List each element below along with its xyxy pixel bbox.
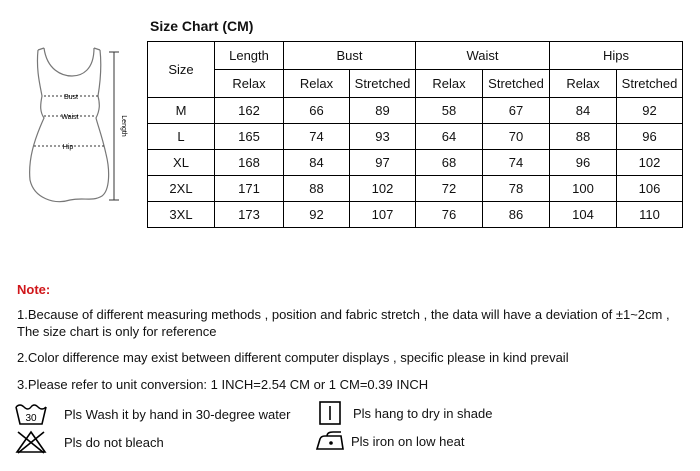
iron-instruction: Pls iron on low heat (351, 433, 465, 449)
table-cell: 107 (350, 202, 416, 228)
care-wash (14, 401, 290, 427)
table-cell: 92 (284, 202, 350, 228)
table-subheader-row (148, 70, 683, 98)
subheader-cell: Stretched (617, 70, 683, 98)
note-1-line-2: The size chart is only for reference (17, 324, 217, 339)
table-cell: 165 (215, 124, 284, 150)
hips-header-cell: Hips (550, 42, 683, 70)
table-cell: 2XL (148, 176, 215, 202)
subheader-cell: Relax (550, 70, 617, 98)
care-hang (319, 401, 492, 425)
size-header-cell: Size (148, 42, 215, 98)
table-cell: 173 (215, 202, 284, 228)
table-cell: 110 (617, 202, 683, 228)
table-cell: 70 (483, 124, 550, 150)
table-cell: M (148, 98, 215, 124)
table-cell: 168 (215, 150, 284, 176)
table-cell: 102 (350, 176, 416, 202)
table-row (148, 150, 683, 176)
table-cell: 102 (617, 150, 683, 176)
wash-temp-label: 30 (25, 413, 37, 424)
subheader-cell: Stretched (350, 70, 416, 98)
table-cell: 89 (350, 98, 416, 124)
table-cell: 88 (284, 176, 350, 202)
table-cell: 104 (550, 202, 617, 228)
iron-low-heat-icon (315, 430, 345, 452)
hang-instruction: Pls hang to dry in shade (353, 405, 493, 421)
subheader-cell: Relax (284, 70, 350, 98)
table-cell: 88 (550, 124, 617, 150)
hang-dry-shade-icon (319, 401, 341, 425)
table-cell: 92 (617, 98, 683, 124)
size-chart-title: Size Chart (CM) (150, 18, 254, 34)
garment-measurement-figure (14, 40, 132, 222)
bleach-instruction: Pls do not bleach (64, 434, 164, 450)
table-cell: 86 (483, 202, 550, 228)
table-row (148, 124, 683, 150)
table-cell: 100 (550, 176, 617, 202)
no-bleach-icon (14, 430, 48, 454)
table-cell: L (148, 124, 215, 150)
note-1-line-1: 1.Because of different measuring methods , position and fabric stretch , the data will have a deviation of ±1~2cm , (17, 307, 670, 322)
table-cell: 68 (416, 150, 483, 176)
table-header-row (148, 42, 683, 70)
table-row (148, 202, 683, 228)
table-cell: 58 (416, 98, 483, 124)
table-cell: 84 (284, 150, 350, 176)
note-item-1 (17, 306, 697, 340)
table-cell: 3XL (148, 202, 215, 228)
care-iron (315, 430, 464, 452)
table-cell: 171 (215, 176, 284, 202)
table-row (148, 176, 683, 202)
subheader-cell: Relax (416, 70, 483, 98)
note-item-2: 2.Color difference may exist between different computer displays , specific please in kind prevail (17, 350, 569, 365)
waist-header-cell: Waist (416, 42, 550, 70)
hip-label: Hip (62, 144, 74, 151)
size-chart-table (147, 41, 683, 228)
bust-label: Bust (63, 94, 79, 101)
dress-outline-diagram (14, 40, 132, 222)
table-cell: 66 (284, 98, 350, 124)
table-cell: 96 (550, 150, 617, 176)
table-row (148, 98, 683, 124)
bust-header-cell: Bust (284, 42, 416, 70)
table-cell: 76 (416, 202, 483, 228)
care-bleach (14, 430, 164, 454)
table-cell: 72 (416, 176, 483, 202)
table-cell: 106 (617, 176, 683, 202)
table-cell: 67 (483, 98, 550, 124)
table-cell: 64 (416, 124, 483, 150)
waist-label: Waist (61, 114, 79, 121)
table-cell: 162 (215, 98, 284, 124)
table-cell: 93 (350, 124, 416, 150)
table-cell: XL (148, 150, 215, 176)
note-item-3: 3.Please refer to unit conversion: 1 INCH=2.54 CM or 1 CM=0.39 INCH (17, 377, 429, 392)
table-cell: 96 (617, 124, 683, 150)
note-title: Note: (17, 282, 51, 297)
table-cell: 74 (284, 124, 350, 150)
hand-wash-30-icon (14, 401, 48, 427)
table-cell: 74 (483, 150, 550, 176)
table-cell: 84 (550, 98, 617, 124)
table-cell: 97 (350, 150, 416, 176)
subheader-cell: Stretched (483, 70, 550, 98)
length-label: Length (120, 115, 127, 137)
subheader-cell: Relax (215, 70, 284, 98)
length-header-cell: Length (215, 42, 284, 70)
wash-instruction: Pls Wash it by hand in 30-degree water (64, 406, 291, 422)
table-cell: 78 (483, 176, 550, 202)
